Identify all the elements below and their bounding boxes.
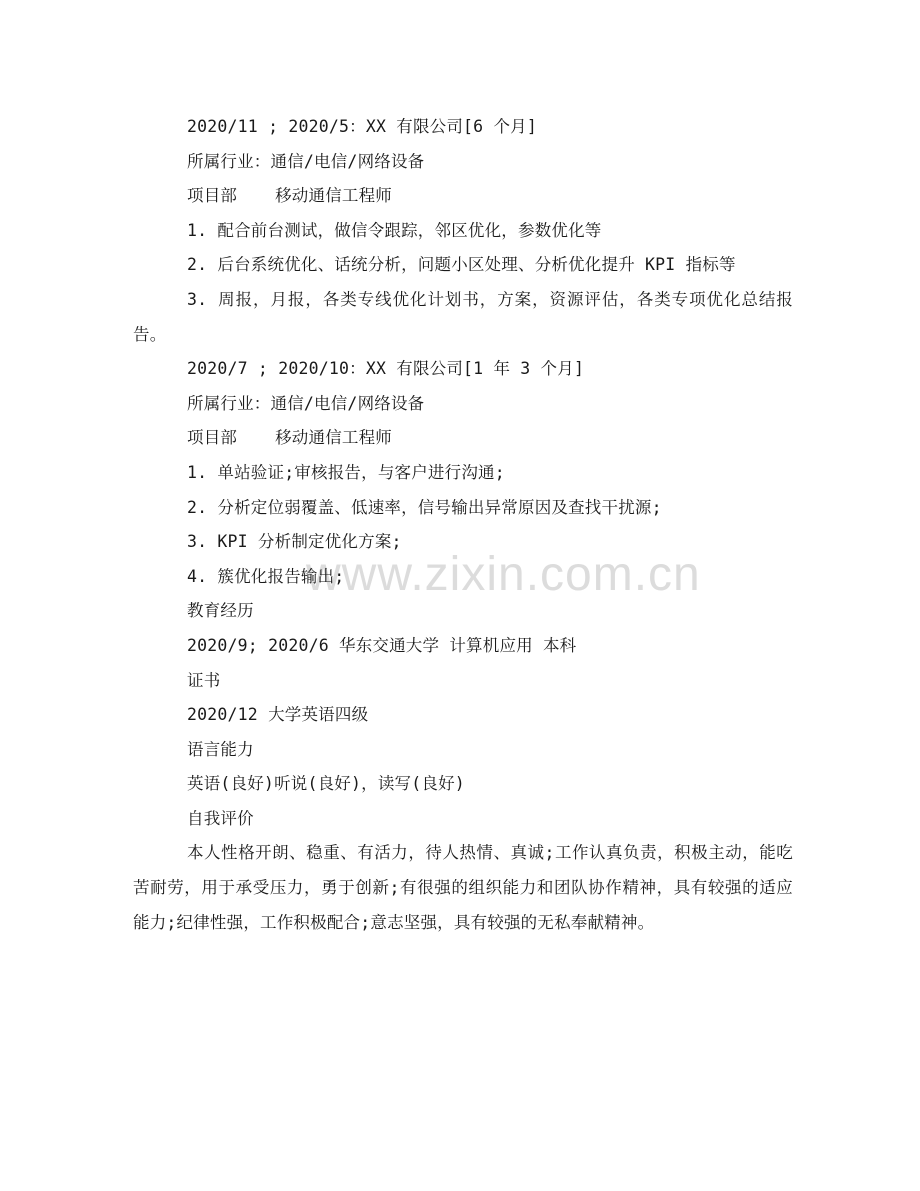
job2-dept: 项目部 xyxy=(187,428,238,448)
job1-duty-3: 3. 周报，月报，各类专线优化计划书，方案，资源评估，各类专项优化总结报告。 xyxy=(133,289,793,344)
languages-heading: 语言能力 xyxy=(187,739,254,759)
job2-duty-1: 1. 单站验证;审核报告，与客户进行沟通; xyxy=(187,462,505,482)
certificates-entry: 2020/12 大学英语四级 xyxy=(187,705,369,725)
job1-industry: 所属行业：通信/电信/网络设备 xyxy=(187,151,425,171)
languages-entry: 英语(良好)听说(良好)，读写(良好) xyxy=(187,774,465,794)
job2-title: 移动通信工程师 xyxy=(275,428,393,448)
education-entry: 2020/9; 2020/6 华东交通大学 计算机应用 本科 xyxy=(187,635,577,655)
job2-duty-2: 2. 分析定位弱覆盖、低速率，信号输出异常原因及查找干扰源; xyxy=(187,497,662,517)
job1-position xyxy=(133,179,793,214)
job1-period: 2020/11 ; 2020/5：XX 有限公司[6 个月] xyxy=(187,117,537,136)
self-evaluation-text: 本人性格开朗、稳重、有活力，待人热情、真诚;工作认真负责，积极主动，能吃苦耐劳，用于承受压力，勇于创新;有很强的组织能力和团队协作精神，具有较强的适应能力;纪律性强，工作积极配合;意志坚强，具有较强的无私奉献精神。 xyxy=(133,843,793,932)
job1-duty-2: 2. 后台系统优化、话统分析，问题小区处理、分析优化提升 KPI 指标等 xyxy=(187,255,736,275)
job1-dept: 项目部 xyxy=(187,186,238,206)
job2-duty-3: 3. KPI 分析制定优化方案; xyxy=(187,532,402,552)
certificates-heading: 证书 xyxy=(187,670,221,690)
job1-title: 移动通信工程师 xyxy=(275,186,393,206)
resume-content xyxy=(133,110,793,940)
job2-duty-4: 4. 簇优化报告输出; xyxy=(187,566,345,586)
job2-period: 2020/7 ; 2020/10：XX 有限公司[1 年 3 个月] xyxy=(187,359,585,379)
self-evaluation-heading: 自我评价 xyxy=(187,808,254,828)
job1-duty-1: 1. 配合前台测试，做信令跟踪，邻区优化，参数优化等 xyxy=(187,220,602,240)
job2-industry: 所属行业：通信/电信/网络设备 xyxy=(187,393,425,413)
education-heading: 教育经历 xyxy=(187,601,254,621)
watermark: www.zixin.com.cn xyxy=(306,548,701,601)
job2-position xyxy=(133,421,793,456)
